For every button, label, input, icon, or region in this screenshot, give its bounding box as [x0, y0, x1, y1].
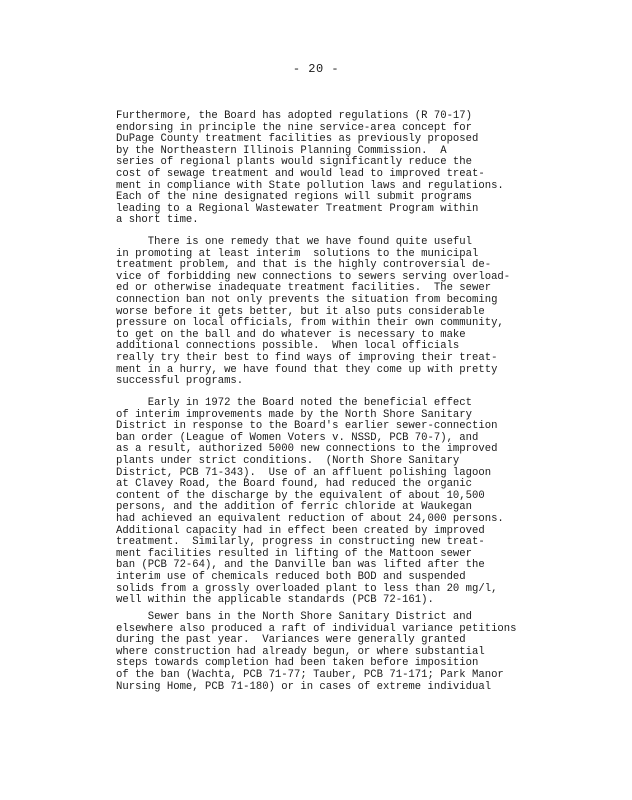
text-line: interim use of chemicals reduced both BOD and suspended	[116, 570, 466, 583]
text-line: ment facilities resulted in lifting of the Mattoon sewer	[116, 547, 473, 560]
text-line: during the past year. Variances were generally granted	[116, 634, 466, 647]
text-line: District, PCB 71-343). Use of an affluent polishing lagoon	[116, 466, 492, 479]
text-line: Sewer bans in the North Shore Sanitary District and	[116, 611, 473, 623]
text-line: a short time.	[116, 214, 199, 227]
text-line: connection ban not only prevents the situation from becoming	[116, 293, 498, 306]
text-line: Nursing Home, PCB 71-180) or in cases of extreme individual	[116, 680, 492, 693]
text-line: well within the applicable standards (PCB 72-161).	[116, 594, 434, 607]
text-line: by the Northeastern Illinois Planning Commission. A	[116, 144, 447, 157]
text-line: as a result, authorized 5000 new connections to the improved	[116, 443, 498, 456]
text-line: at Clavey Road, the Board found, had reduced the organic	[116, 478, 473, 491]
text-line: Each of the nine designated regions will submit programs	[116, 191, 473, 204]
text-line: There is one remedy that we have found quite useful	[116, 236, 473, 248]
page-number: - 20 -	[292, 62, 340, 76]
text-line: solids from a grossly overloaded plant to less than 20 mg/l,	[116, 582, 498, 595]
paragraph-regional-plants	[116, 111, 556, 227]
paragraph-interim-improvements	[116, 398, 556, 607]
text-line: persons, and the addition of ferric chloride at Waukegan	[116, 501, 473, 514]
text-line: ban (PCB 72-64), and the Danville ban was lifted after the	[116, 559, 485, 572]
text-line: cost of sewage treatment and would lead to improved treat-	[116, 167, 485, 180]
text-line: of interim improvements made by the North Shore Sanitary	[116, 408, 473, 421]
text-line: Furthermore, the Board has adopted regulations (R 70-17)	[116, 110, 473, 122]
text-line: DuPage County treatment facilities as previously proposed	[116, 133, 479, 146]
text-line: of the ban (Wachta, PCB 71-77; Tauber, PCB 71-171; Park Manor	[116, 668, 504, 681]
text-line: ed or otherwise inadequate treatment facilities. The sewer	[116, 282, 492, 295]
text-line: had achieved an equivalent reduction of about 24,000 persons.	[116, 512, 504, 525]
text-line: in promoting at least interim solutions to the municipal	[116, 247, 479, 260]
text-line: additional connections possible. When local officials	[116, 340, 460, 353]
text-line: leading to a Regional Wastewater Treatment Program within	[116, 202, 479, 215]
text-line: successful programs.	[116, 375, 244, 388]
text-line: elsewhere also produced a raft of individual variance petitions	[116, 622, 517, 635]
text-line: steps towards completion had been taken before imposition	[116, 657, 479, 670]
text-line: ban order (League of Women Voters v. NSSD, PCB 70-7), and	[116, 431, 479, 444]
text-line: treatment. Similarly, progress in constructing new treat-	[116, 536, 485, 549]
text-line: series of regional plants would significantly reduce the	[116, 156, 473, 169]
text-line: Early in 1972 the Board noted the beneficial effect	[116, 397, 473, 409]
text-line: to get on the ball and do whatever is necessary to make	[116, 328, 466, 341]
paragraph-variance-petitions	[116, 612, 556, 693]
text-line: treatment problem, and that is the highly controversial de-	[116, 259, 492, 272]
text-line: ment in a hurry, we have found that they come up with pretty	[116, 363, 498, 376]
text-line: vice of forbidding new connections to sewers serving overload-	[116, 270, 511, 283]
text-line: pressure on local officials, from within their own community,	[116, 317, 504, 330]
text-line: District in response to the Board's earlier sewer-connection	[116, 420, 498, 433]
text-line: worse before it gets better, but it also puts considerable	[116, 305, 485, 318]
text-line: where construction had already begun, or where substantial	[116, 645, 485, 658]
paragraph-sewer-connection-ban	[116, 237, 556, 388]
text-line: really try their best to find ways of improving their treat-	[116, 351, 498, 364]
text-line: plants under strict conditions. (North Shore Sanitary	[116, 454, 460, 467]
text-line: ment in compliance with State pollution laws and regulations.	[116, 179, 504, 192]
text-line: Additional capacity had in effect been created by improved	[116, 524, 485, 537]
text-line: content of the discharge by the equivalent of about 10,500	[116, 489, 485, 502]
text-line: endorsing in principle the nine service-area concept for	[116, 121, 473, 134]
